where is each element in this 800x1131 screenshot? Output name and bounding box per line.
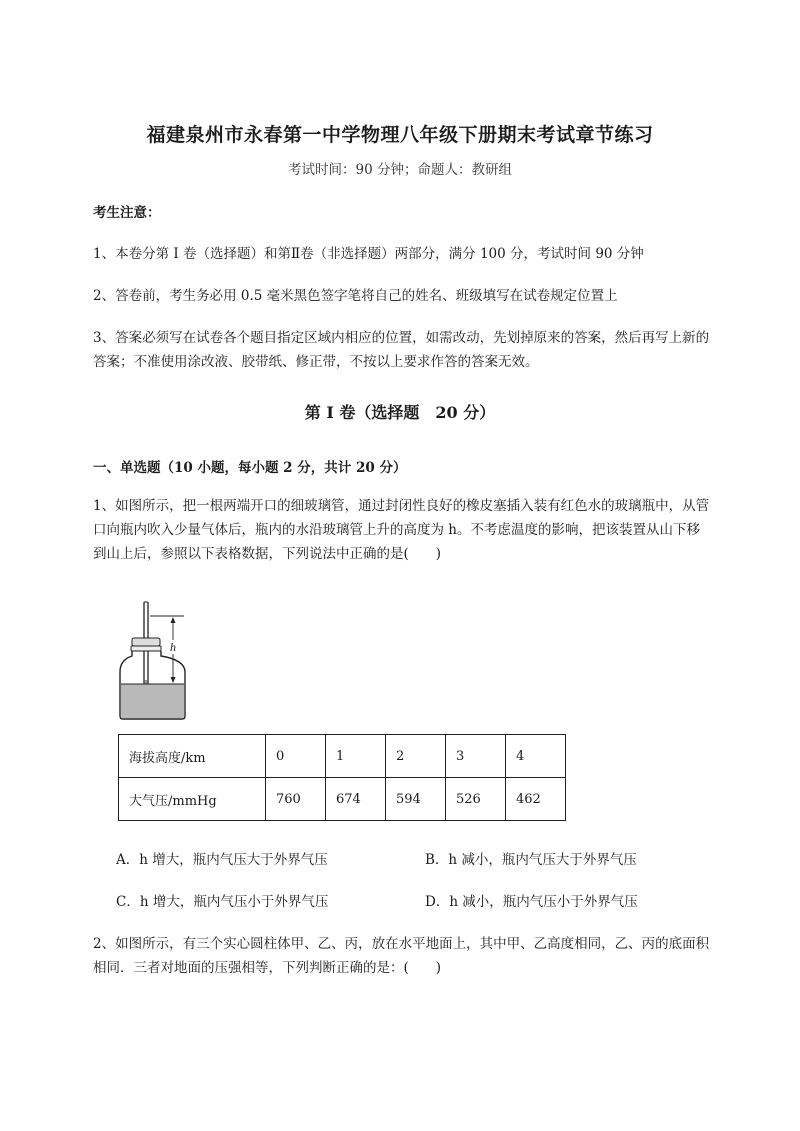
notice-item-3: 3、答案必须写在试卷各个题目指定区域内相应的位置，如需改动，先划掉原来的答案，然后再写上新的答案；不准使用涂改液、胶带纸、修正带，不按以上要求作答的答案无效。 <box>93 330 710 370</box>
exam-subtitle: 考试时间：90 分钟；命题人：教研组 <box>288 162 512 178</box>
question-1-text: 1、如图所示，把一根两端开口的细玻璃管，通过封闭性良好的橡皮塞插入装有红色水的玻璃瓶中，从管口向瓶内吹入少量气体后，瓶内的水沿玻璃管上升的高度为 h。不考虑温度的影响，把该装置从山下移到山上后，参照以下表格数据，下列说法中正确的是( ) <box>93 498 710 562</box>
table-cell: 674 <box>326 778 386 821</box>
height-label: h <box>170 640 176 654</box>
notice-heading: 考生注意： <box>93 205 161 221</box>
table-header-cell: 海拔高度/km <box>119 735 266 778</box>
section-title: 第 I 卷（选择题 20 分） <box>304 403 496 422</box>
bottle-apparatus-figure <box>108 598 198 722</box>
table-cell: 2 <box>386 735 446 778</box>
option-a[interactable]: A．h 增大，瓶内气压大于外界气压 <box>116 852 328 868</box>
question-2-text: 2、如图所示，有三个实心圆柱体甲、乙、丙，放在水平地面上，其中甲、乙高度相同，乙、丙的底面积相同．三者对地面的压强相等，下列判断正确的是：( ) <box>93 936 710 976</box>
table-cell: 594 <box>386 778 446 821</box>
table-cell: 462 <box>506 778 566 821</box>
table-cell: 0 <box>266 735 326 778</box>
page-title: 福建泉州市永春第一中学物理八年级下册期末考试章节练习 <box>146 124 654 146</box>
option-c[interactable]: C．h 增大，瓶内气压小于外界气压 <box>116 894 329 910</box>
table-cell: 4 <box>506 735 566 778</box>
table-cell: 526 <box>446 778 506 821</box>
notice-item-1: 1、本卷分第 I 卷（选择题）和第Ⅱ卷（非选择题）两部分，满分 100 分，考试时间 90 分钟 <box>93 246 644 262</box>
option-d[interactable]: D．h 减小，瓶内气压小于外界气压 <box>425 894 638 910</box>
question-group-heading: 一、单选题（10 小题，每小题 2 分，共计 20 分） <box>93 460 407 476</box>
table-header-cell: 大气压/mmHg <box>119 778 266 821</box>
table-row <box>119 735 566 778</box>
option-b[interactable]: B．h 减小，瓶内气压大于外界气压 <box>425 852 637 868</box>
altitude-pressure-table <box>118 734 566 821</box>
notice-item-2: 2、答卷前，考生务必用 0.5 毫米黑色签字笔将自己的姓名、班级填写在试卷规定位置上 <box>93 288 618 304</box>
table-cell: 1 <box>326 735 386 778</box>
table-cell: 760 <box>266 778 326 821</box>
table-cell: 3 <box>446 735 506 778</box>
table-row <box>119 778 566 821</box>
